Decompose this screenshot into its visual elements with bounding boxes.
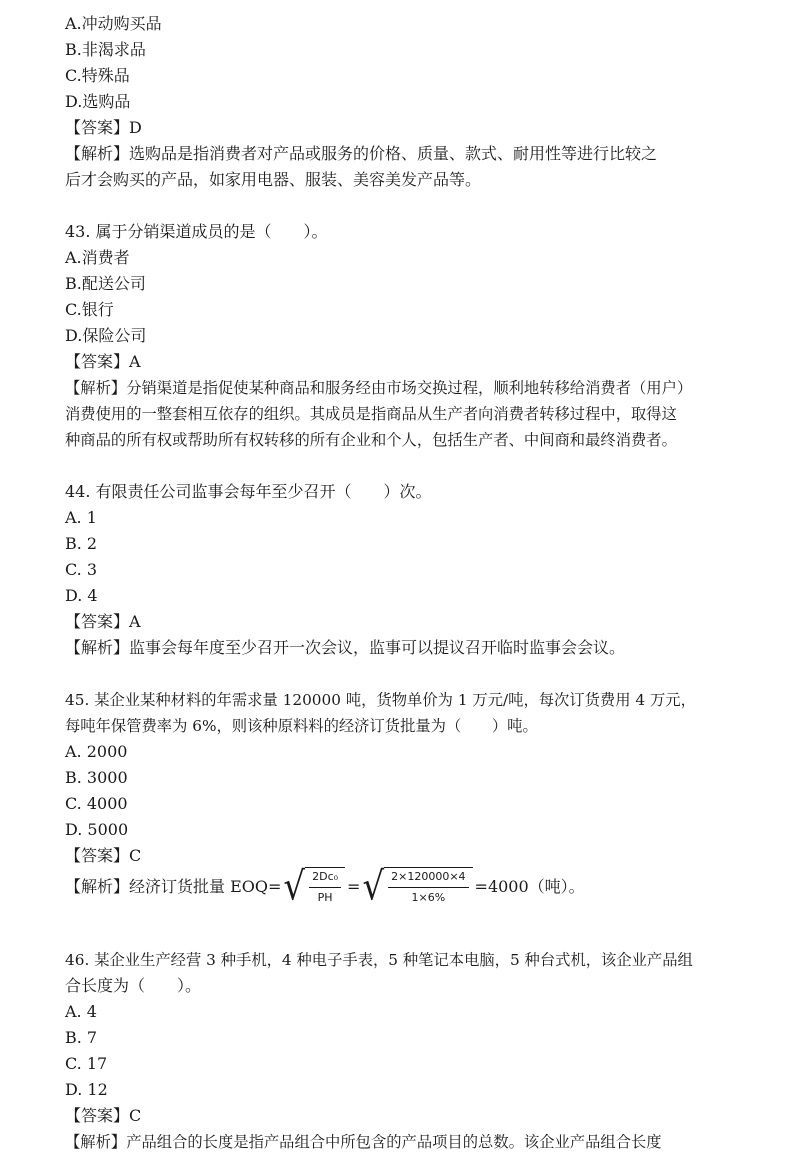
question-stem: 44. 有限责任公司监事会每年至少召开（ ）次。 [65,482,432,501]
answer: 【答案】A [65,612,141,631]
analysis-line: 【解析】监事会每年度至少召开一次会议，监事可以提议召开临时监事会会议。 [65,638,626,657]
analysis-line: 【解析】选购品是指消费者对产品或服务的价格、质量、款式、耐用性等进行比较之 [65,144,658,163]
option-a: A.冲动购买品 [65,14,162,33]
answer: 【答案】A [65,352,141,371]
sqrt-2 [362,863,472,910]
analysis-line: 【解析】产品组合的长度是指产品组合中所包含的产品项目的总数。该企业产品组合长度 [65,1133,662,1151]
analysis-prefix: 【解析】经济订货批量 EOQ= [65,876,282,896]
question-stem: 45. 某企业某种材料的年需求量 120000 吨，货物单价为 1 万元/吨，每次订货费用 4 万元， [65,691,696,709]
option-c: C.特殊品 [65,66,130,85]
analysis-line: 后才会购买的产品，如家用电器、服装、美容美发产品等。 [65,170,482,189]
option-b: B.非渴求品 [65,40,146,59]
sqrt-icon: √ [283,863,306,910]
option-b: B.配送公司 [65,274,146,293]
fraction-2-numerator: 2×120000×4 [388,868,468,888]
option-c: C.银行 [65,300,114,319]
fraction-1 [305,867,345,906]
option-a: A. 1 [65,508,97,527]
eoq-formula [65,863,585,910]
question-stem: 46. 某企业生产经营 3 种手机，4 种电子手表，5 种笔记本电脑，5 种台式机，该企业产品组 [65,951,693,969]
answer: 【答案】C [65,1106,142,1125]
option-b: B. 2 [65,534,98,553]
fraction-2 [384,867,472,906]
option-c: C. 17 [65,1054,108,1073]
question-stem: 合长度为（ ）。 [65,976,202,995]
analysis-line: 消费使用的一整套相互依存的组织。其成员是指商品从生产者向消费者转移过程中，取得这 [65,405,677,423]
question-stem: 43. 属于分销渠道成员的是（ ）。 [65,222,328,241]
analysis-suffix: =4000（吨）。 [474,876,585,896]
option-a: A.消费者 [65,248,130,267]
option-d: D. 5000 [65,820,129,839]
option-c: C. 4000 [65,794,128,813]
option-d: D.保险公司 [65,326,147,345]
option-d: D. 12 [65,1080,108,1099]
analysis-line: 【解析】分销渠道是指促使某种商品和服务经由市场交换过程，顺利地转移给消费者（用户） [65,379,693,397]
analysis-line: 种商品的所有权或帮助所有权转移的所有企业和个人，包括生产者、中间商和最终消费者。 [65,431,677,449]
option-b: B. 7 [65,1028,98,1047]
option-c: C. 3 [65,560,98,579]
sqrt-icon: √ [362,863,385,910]
equals-sign: = [347,876,361,896]
fraction-2-denominator: 1×6% [411,891,446,904]
sqrt-1 [283,863,345,910]
option-d: D. 4 [65,586,98,605]
fraction-1-denominator: PH [317,891,333,904]
fraction-1-numerator: 2Dc₀ [309,868,341,888]
option-a: A. 2000 [65,742,128,761]
answer: 【答案】D [65,118,142,137]
question-stem: 每吨年保管费率为 6%，则该种原料料的经济订货批量为（ ）吨。 [65,717,538,735]
option-d: D.选购品 [65,92,131,111]
option-b: B. 3000 [65,768,128,787]
option-a: A. 4 [65,1002,97,1021]
answer: 【答案】C [65,846,142,865]
